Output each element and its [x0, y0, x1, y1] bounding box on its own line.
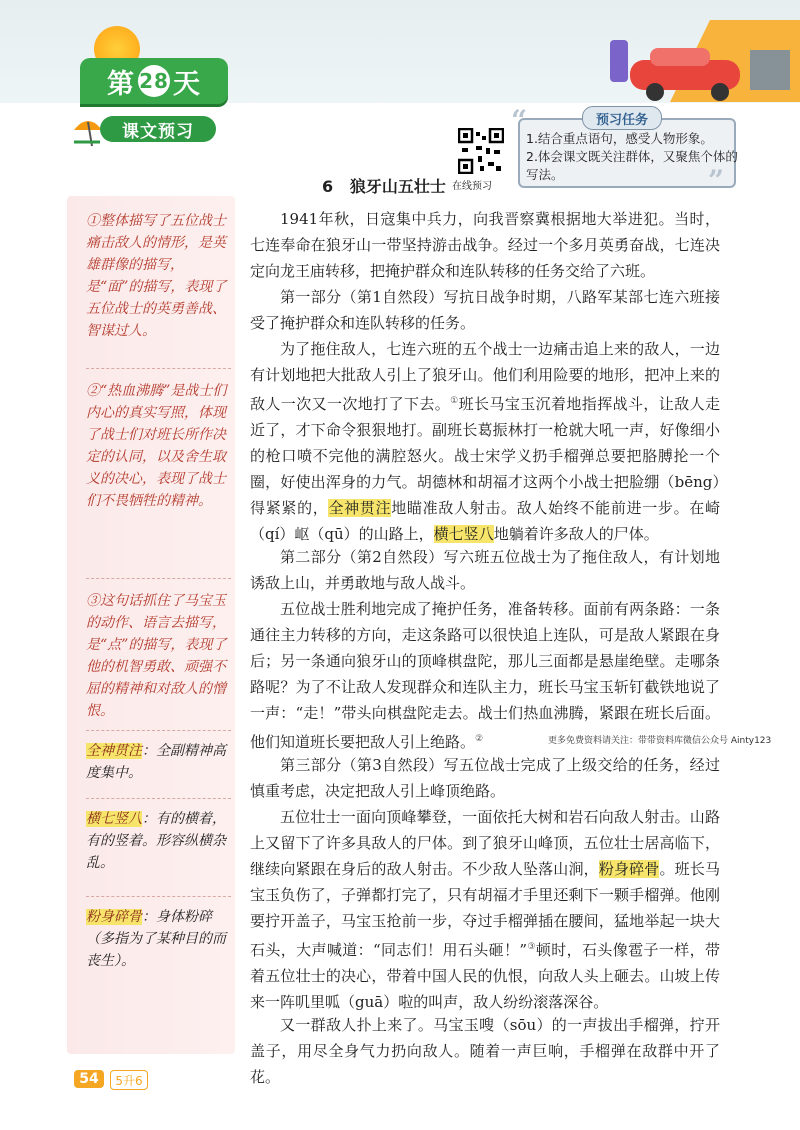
day-suffix: 天 — [173, 68, 201, 100]
preview-task-title: 预习任务 — [582, 106, 662, 130]
p3-text-b: 班长马宝玉沉着地指挥战斗，让敌人走近了，才下命令狠狠地打。副班长葛振林打一枪就大吼一声，好像细小的枪口喷不完他的满腔怒火。战士宋学义扔手榴弹总要把胳膊抡一个圈，好使出浑身的力气。胡德林和胡福才这两个小战士把脸绷（bēng）得紧紧的， — [250, 395, 720, 517]
p5-text: 五位战士胜利地完成了掩护任务，准备转移。面前有两条路：一条通往主力转移的方向，走这条路可以很快追上连队，可是敌人紧跟在身后；另一条通向狼牙山的顶峰棋盘陀，那儿三面都是悬崖绝壁。走哪条路呢？为了不让敌人发现群众和连队主力，班长马宝玉斩钉截铁地说了一声：“走！”带头向棋盘陀走去。战士们热血沸腾，紧跟在班长后面。他们知道班长要把敌人引上绝路。 — [250, 600, 720, 751]
day-number: 28 — [138, 65, 170, 97]
definition-2 — [86, 808, 234, 874]
definition-text: ：有的横着，有的竖着。形容纵横杂乱。 — [86, 811, 226, 871]
p7-text-a: 五位壮士一面向顶峰攀登，一面依托大树和岩石向敌人射击。山路上又留下了许多具敌人的尸体。到了狼牙山峰顶，五位壮士居高临下，继续向紧跟在身后的敌人射击。不少敌人坠落山涧， — [250, 808, 720, 878]
qr-code-icon[interactable] — [458, 128, 504, 174]
definition-term: 全神贯注 — [86, 743, 142, 759]
definition-term: 横七竖八 — [86, 811, 142, 827]
divider — [86, 368, 231, 369]
body-paragraph-7 — [250, 804, 720, 1015]
divider — [86, 896, 231, 897]
task-item: 写法。 — [526, 167, 564, 182]
divider — [86, 730, 231, 731]
highlight-term: 横七竖八 — [433, 525, 494, 543]
highlight-term: 全神贯注 — [328, 499, 392, 517]
body-paragraph-2: 第一部分（第1自然段）写抗日战争时期，八路军某部七连六班接受了掩护群众和连队转移的任务。 — [250, 288, 720, 332]
p3-text-c: 地瞄准敌人射击。敌人始终不能前进一步。在崎（qí）岖（qū）的山路上， — [250, 499, 720, 543]
divider — [86, 798, 231, 799]
body-paragraph-4: 第二部分（第2自然段）写六班五位战士为了拖住敌人，有计划地诱敌上山，并勇敢地与敌人战斗。 — [250, 548, 720, 592]
body-paragraph-8: 又一群敌人扑上来了。马宝玉嗖（sōu）的一声拔出手榴弹，拧开盖子，用尽全身气力扔向敌人。随着一声巨响，手榴弹在敌群中开了花。 — [250, 1016, 720, 1086]
body-paragraph-1: 1941年秋，日寇集中兵力，向我晋察冀根据地大举进犯。当时，七连奉命在狼牙山一带坚持游击战争。经过一个多月英勇奋战，七连决定向龙王庙转移，把掩护群众和连队转移的任务交给了六班。 — [250, 210, 720, 280]
section-tab: 课文预习 — [100, 116, 216, 142]
definition-3 — [86, 906, 234, 972]
task-item: 2.体会课文既关注群体，又聚焦个体的 — [526, 149, 738, 164]
lesson-title-text: 狼牙山五壮士 — [349, 177, 446, 196]
p3-text-d: 地躺着许多敌人的尸体。 — [493, 525, 659, 543]
divider — [86, 578, 231, 579]
qr-label: 在线预习 — [452, 181, 492, 192]
highlight-term: 粉身碎骨 — [598, 860, 660, 878]
definition-text: ：身体粉碎（多指为了某种目的而丧生）。 — [86, 909, 226, 969]
quote-close-icon: ” — [708, 164, 725, 197]
watermark-text: 更多免费资料请关注：带带资料库微信公众号 Ainty123 — [548, 736, 772, 746]
annotation-marker: ① — [450, 396, 459, 406]
body-paragraph-5 — [250, 596, 720, 755]
annotation-marker: ② — [475, 734, 484, 744]
page-number: 54 — [74, 1070, 104, 1088]
lesson-number: 6 — [322, 177, 334, 196]
definition-text: ：全副精神高度集中。 — [86, 743, 226, 781]
travel-car-illustration-icon — [590, 20, 800, 102]
annotation-marker: ③ — [527, 942, 536, 952]
annotation-note-3: ③这句话抓住了马宝玉的动作、语言去描写，是“点”的描写，表现了他的机智勇敢、顽强不屈的精神和对敌人的憎恨。 — [86, 593, 227, 719]
lesson-title — [322, 174, 446, 197]
body-paragraph-6: 第三部分（第3自然段）写五位战士完成了上级交给的任务，经过慎重考虑，决定把敌人引上峰顶绝路。 — [250, 756, 720, 800]
definition-term: 粉身碎骨 — [86, 909, 142, 925]
p3-text-a: 为了拖住敌人，七连六班的五个战士一边痛击追上来的敌人，一边有计划地把大批敌人引上了狼牙山。他们利用险要的地形，把冲上来的敌人一次又一次地打了下去。 — [250, 340, 720, 413]
p7-text-c: 顿时，石头像雹子一样，带着五位壮士的决心，带着中国人民的仇恨，向敌人头上砸去。山坡上传来一阵叽里呱（guā）啦的叫声，敌人纷纷滚落深谷。 — [250, 941, 720, 1011]
body-paragraph-3 — [250, 336, 720, 547]
annotation-note-1: ①整体描写了五位战士痛击敌人的情形，是英雄群像的描写，是“面”的描写，表现了五位战士的英勇善战、智谋过人。 — [86, 213, 227, 339]
task-item: 1.结合重点语句，感受人物形象。 — [526, 131, 713, 146]
definition-1 — [86, 740, 234, 784]
annotation-note-2: ②“热血沸腾”是战士们内心的真实写照，体现了战士们对班长所作决定的认同，以及舍生取义的决心，表现了战士们不畏牺牲的精神。 — [86, 383, 227, 509]
day-prefix: 第 — [107, 68, 135, 100]
p7-text-b: 。班长马宝玉负伤了，子弹都打完了，只有胡福才手里还剩下一颗手榴弹。他刚要拧开盖子，马宝玉抢前一步，夺过手榴弹插在腰间，猛地举起一块大石头，大声喊道：“同志们！用石头砸！” — [250, 860, 720, 959]
quote-open-icon: “ — [511, 104, 528, 137]
grade-label: 5升6 — [110, 1070, 148, 1090]
day-banner — [80, 58, 228, 104]
